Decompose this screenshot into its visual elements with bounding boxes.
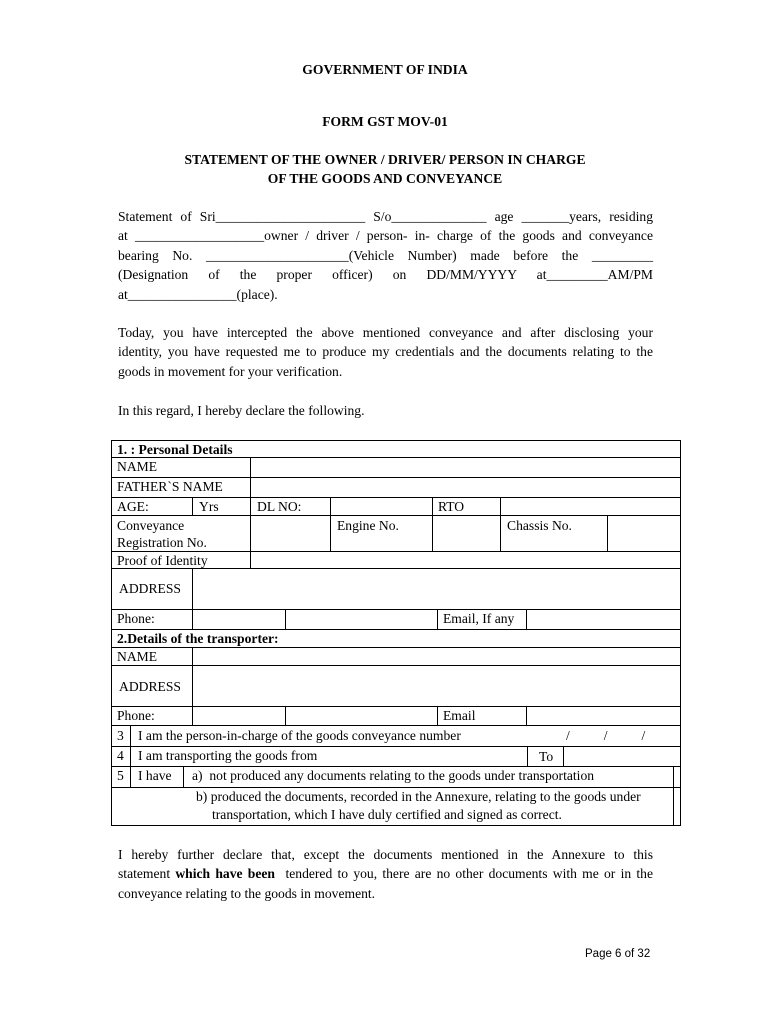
statement-line-1: Statement of Sri______________________ S/o______________ age _______years, residing (118, 209, 653, 224)
chassis-number-label: Chassis No. (507, 518, 572, 533)
form-title-line-1: STATEMENT OF THE OWNER / DRIVER/ PERSON IN CHARGE (184, 152, 586, 167)
conveyance-label-line-2: Registration No. (117, 535, 207, 550)
phone-label: Phone: (117, 611, 155, 626)
email-if-any-label: Email, If any (443, 611, 515, 626)
intro-line-2: identity, you have requested me to produce my credentials and the documents relating to the (118, 344, 653, 360)
years-label: Yrs (199, 499, 219, 514)
statement-paragraph (118, 207, 653, 304)
declaration-line-2-start: statement (118, 866, 176, 882)
form-number: FORM GST MOV-01 (322, 114, 448, 129)
page-number: Page 6 of 32 (585, 948, 651, 960)
row-5-label: I have (138, 768, 172, 783)
transporter-email-label: Email (443, 708, 476, 723)
row-5-number: 5 (117, 768, 124, 783)
government-heading: GOVERNMENT OF INDIA (302, 62, 468, 77)
row-5-option-b-line-2: transportation, which I have duly certified and signed as correct. (212, 807, 562, 822)
proof-of-identity-label: Proof of Identity (117, 553, 208, 568)
age-label: AGE: (117, 499, 149, 514)
intro-paragraph (118, 323, 653, 381)
form-title-line-2: OF THE GOODS AND CONVEYANCE (267, 171, 503, 186)
address-label: ADDRESS (119, 581, 181, 596)
row-3-number: 3 (117, 728, 124, 743)
transporter-details-heading: 2.Details of the transporter: (117, 631, 279, 646)
dl-number-label: DL NO: (257, 499, 302, 514)
intro-line-1: Today, you have intercepted the above mentioned conveyance and after disclosing your (118, 325, 653, 340)
declaration-line-2 (118, 864, 653, 883)
row-4-to-label: To (539, 749, 554, 764)
row-4-text: I am transporting the goods from (138, 748, 318, 763)
row-5-option-a: a) not produced any documents relating to the goods under transportation (192, 768, 595, 783)
declaration-line-2-end: tendered to you, there are no other documents with me or in the (274, 866, 654, 882)
declaration-line-1: I hereby further declare that, except the documents mentioned in the Annexure to this (118, 847, 653, 862)
personal-details-heading: 1. : Personal Details (117, 442, 233, 457)
conveyance-label-line-1: Conveyance (117, 518, 185, 533)
declaration-line-3: conveyance relating to the goods in movement. (118, 885, 376, 901)
transporter-address-label: ADDRESS (119, 679, 181, 694)
statement-line-2: at ___________________owner / driver / person- in- charge of the goods and conveyance (118, 228, 653, 244)
transporter-phone-label: Phone: (117, 708, 155, 723)
declaration-bold-phrase: which have been (175, 866, 275, 882)
declaration-paragraph (118, 845, 653, 903)
name-label: NAME (117, 459, 158, 474)
statement-line-3: bearing No. _____________________(Vehicle Number) made before the _________ (118, 247, 653, 263)
declaration-form-table (111, 440, 681, 826)
row-5-option-b-line-1: b) produced the documents, recorded in the Annexure, relating to the goods under (196, 789, 641, 804)
fathers-name-label: FATHER`S NAME (117, 479, 223, 494)
row-4-number: 4 (117, 748, 124, 763)
statement-line-5: at________________(place). (118, 286, 278, 302)
regard-sentence: In this regard, I hereby declare the following. (118, 403, 365, 418)
rto-label: RTO (438, 499, 465, 514)
statement-line-4: (Designation of the proper officer) on DD/MM/YYYY at_________AM/PM (118, 267, 653, 283)
row-3-date-slashes: / / / (566, 728, 646, 743)
engine-number-label: Engine No. (337, 518, 399, 533)
intro-line-3: goods in movement for your verification. (118, 363, 343, 379)
transporter-name-label: NAME (117, 649, 158, 664)
row-3-text: I am the person-in-charge of the goods conveyance number (138, 728, 461, 743)
